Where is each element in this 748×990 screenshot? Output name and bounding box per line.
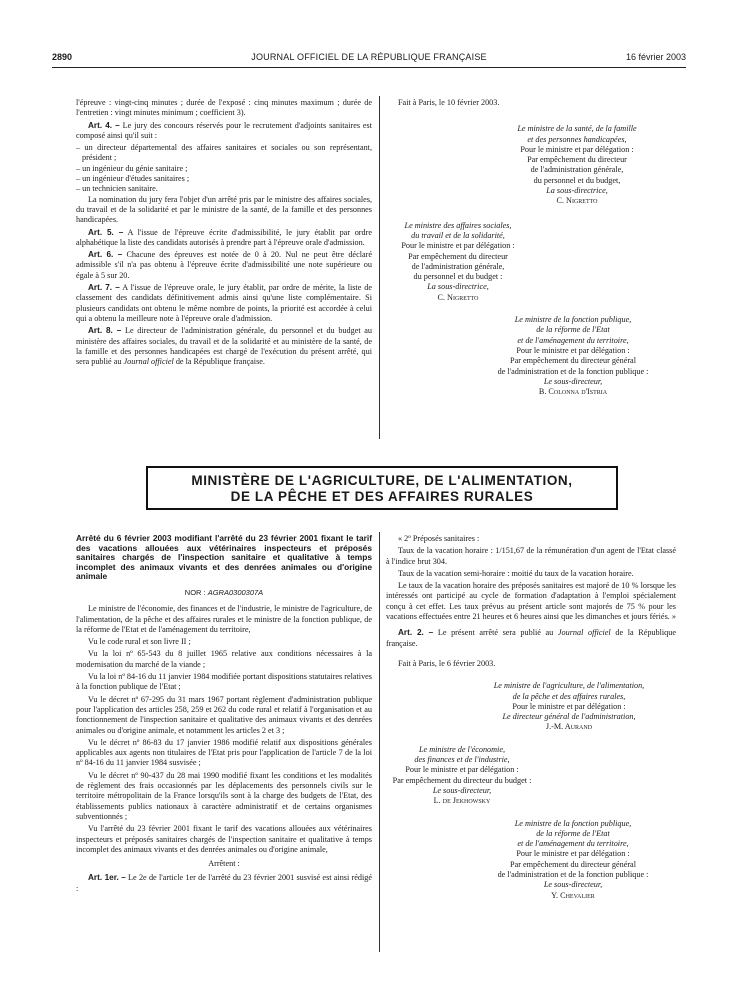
signatory-name: J.-M. Aurand [545, 722, 593, 732]
left-column-bottom [76, 534, 372, 896]
amended-text-paragraph: Taux de la vacation horaire : 1/151,67 de la rémunération d'un agent de l'Etat classé à l'indice brut 304. [386, 546, 676, 566]
signature-block-agriculture: Le ministre de l'agriculture, de l'alimentation, de la pêche et des affaires rurales, Pour le ministre et par délégation : Le directeur général de l'administration, J.-M. Aurand [466, 681, 672, 732]
page-header [52, 52, 686, 66]
signatory-name: C. Nigretto [437, 292, 479, 302]
amended-text-paragraph: Le taux de la vacation horaire des préposés sanitaires est majoré de 10 % lorsque les intéressés ont participé au cycle de formation d'adaptation à l'emploi spécialement conçu à cet effet. Les taux prévus au présent article sont majorés de 75 % pour les vacations effectuées entre 21 heures et 6 heures ainsi que les dimanches et jours fériés. » [386, 581, 676, 622]
left-column-top [76, 98, 372, 369]
preamble-paragraph: Vu l'arrêté du 23 février 2001 fixant le tarif des vacations allouées aux vétérinaires inspecteurs et préposés sanitaires chargés de l'inspection sanitaire et qualitative à temps incomplet des animaux vivants et des denrées animales ou d'origine animale, [76, 824, 372, 854]
signature-block-public-service: Le ministre de la fonction publique, de la réforme de l'Etat et de l'aménagement du territoire, Pour le ministre et par délégation : Par empêchement du directeur général de l'administration et de la fonction publique : Le sous-directeur, B. Colonna d'Istria [470, 315, 676, 397]
arretent: Arrêtent : [208, 859, 240, 869]
column-divider-bottom [379, 532, 380, 952]
signature-block-social: Le ministre des affaires sociales, du travail et de la solidarité, Pour le ministre et par délégation : Par empêchement du directeur de l'administration générale, du personnel et du budget : La sous-directrice, C. Nigretto [368, 221, 548, 303]
article-5: Art. 5. – A l'issue de l'épreuve écrite d'admissibilité, le jury établit par ordre alphabétique la liste des candidats autorisés à prendre part à l'épreuve orale d'admission. [76, 227, 372, 247]
amended-text-paragraph: « 2º Préposés sanitaires : [398, 534, 480, 543]
right-column-top [386, 98, 676, 397]
signature-block-health: Le ministre de la santé, de la famille et des personnes handicapées, Pour le ministre et par délégation : Par empêchement du directeur de l'administration générale, du personnel et du budget, La sous-directrice, C. Nigretto [482, 124, 672, 206]
ministry-heading-line: DE LA PÊCHE ET DES AFFAIRES RURALES [230, 489, 534, 504]
header-rule [52, 67, 686, 68]
issue-date: 16 février 2003 [625, 52, 686, 62]
jury-member-item: – un ingénieur du génie sanitaire ; [76, 163, 188, 173]
preamble-paragraph: Le ministre de l'économie, des finances et de l'industrie, le ministre de l'agriculture, de l'alimentation, de la pêche et des affaires rurales et le ministre de la fonction publique, de la réforme de l'Etat et de l'aménagement du territoire, [76, 604, 372, 634]
preamble-paragraph: Vu le décret nº 67-295 du 31 mars 1967 portant règlement d'administration publique pour l'application des articles 258, 259 et 262 du code rural et relatif à l'organisation et au fonctionnement de l'inspection sanitaire et qualitative des animaux vivants et des denrées animales ou d'origine animale, et notamment les articles 2 et 3 ; [76, 694, 372, 735]
jury-nomination: La nomination du jury fera l'objet d'un arrêté pris par le ministre des affaires sociales, du travail et de la solidarité et par le ministre de la santé, de la famille et des personnes handicapées. [76, 194, 372, 225]
done-at-paris: Fait à Paris, le 10 février 2003. [398, 98, 500, 107]
article-8: Art. 8. – Le directeur de l'administration générale, du personnel et du budget au ministère des affaires sociales, du travail et de la solidarité et au ministère de la santé, de la famille et des personnes handicapées est chargé de l'exécution du présent arrêté, qui sera publié au Journal officiel de la République française. [76, 326, 372, 367]
journal-title: JOURNAL OFFICIEL DE LA RÉPUBLIQUE FRANÇAISE [251, 52, 487, 62]
signature-block-economy: Le ministre de l'économie, des finances et de l'industrie, Pour le ministre et par délégation : Par empêchement du directeur du budget : Le sous-directeur, L. de Jekhowsky [374, 745, 550, 807]
signatory-name: C. Nigretto [556, 196, 598, 206]
preamble-paragraph: Vu le code rural et son livre II ; [88, 637, 191, 647]
preamble-paragraph: Vu la loi nº 65-543 du 8 juillet 1965 relative aux conditions nécessaires à la modernisation du marché de la viande ; [76, 649, 372, 669]
article-1: Art. 1er. – Le 2e de l'article 1er de l'arrêté du 23 février 2001 susvisé est ainsi rédigé : [76, 873, 372, 893]
nor-reference: NOR : AGRA0300307A [184, 587, 264, 597]
jury-member-item: – un directeur départemental des affaires sanitaires et sociales ou son représentant, président ; [76, 143, 372, 163]
signatory-name: L. de Jekhowsky [433, 796, 491, 806]
article-7: Art. 7. – A l'issue de l'épreuve orale, le jury établit, par ordre de mérite, la liste de classement des candidats définitivement admis ainsi qu'une liste complémentaire. Si plusieurs candidats ont obtenu le même nombre de points, la priorité est accordée à celui qui a obtenu la meilleure note à l'épreuve orale d'admission. [76, 283, 372, 323]
preamble-paragraph: Vu le décret nº 90-437 du 28 mai 1990 modifié fixant les conditions et les modalités de règlement des frais occasionnés par les déplacements des personnels civils sur le territoire métropolitain de la France lorsqu'ils sont à la charge des budgets de l'Etat, des établissements publics nationaux à caractère administratif et de certains organismes subventionnés ; [76, 770, 372, 821]
article-4: Art. 4. – Le jury des concours réservés pour le recrutement d'adjoints sanitaires est composé ainsi qu'il suit : [76, 120, 372, 140]
ministry-heading-line: MINISTÈRE DE L'AGRICULTURE, DE L'ALIMENTATION, [191, 473, 573, 488]
amended-text-paragraph: Taux de la vacation semi-horaire : moitié du taux de la vacation horaire. [398, 568, 634, 578]
article-6: Art. 6. – Chacune des épreuves est notée de 0 à 20. Nul ne peut être déclaré admissible s'il n'a pas obtenu à l'épreuve écrite d'admissibilité une note supérieure ou égale à 5 sur 20. [76, 250, 372, 280]
article-2: Art. 2. – Le présent arrêté sera publié au Journal officiel de la République française. [386, 628, 676, 648]
jury-member-item: – un ingénieur d'études sanitaires ; [76, 174, 190, 184]
preamble-paragraph: Vu le décret nº 86-83 du 17 janvier 1986 modifié relatif aux dispositions générales applicables aux agents non titulaires de l'Etat pris pour l'application de l'article 7 de la loi nº 84-16 du 11 janvier 1984 susvisée ; [76, 737, 372, 768]
jury-member-item: – un technicien sanitaire. [76, 184, 158, 194]
right-column-bottom [386, 534, 676, 901]
page-number: 2890 [52, 52, 73, 62]
signatory-name: Y. Chevalier [551, 890, 595, 900]
decree-title: Arrêté du 6 février 2003 modifiant l'arrêté du 23 février 2001 fixant le tarif des vacations allouées aux vétérinaires inspecteurs et préposés sanitaires chargés de l'inspection sanitaire et qualitative à temps incomplet des animaux vivants et des denrées animales ou d'origine animale [76, 533, 372, 582]
ministry-heading-box [146, 466, 618, 510]
preamble-paragraph: Vu la loi nº 84-16 du 11 janvier 1984 modifiée portant dispositions statutaires relatives à la fonction publique de l'Etat ; [76, 672, 372, 692]
signature-block-public-service-2: Le ministre de la fonction publique, de la réforme de l'Etat et de l'aménagement du territoire, Pour le ministre et par délégation : Par empêchement du directeur général de l'administration et de la fonction publique : Le sous-directeur, Y. Chevalier [470, 819, 676, 901]
exam-intro: l'épreuve : vingt-cinq minutes ; durée de l'exposé : cinq minutes maximum ; durée de l'entretien : vingt minutes minimum ; coefficient 3). [76, 98, 372, 118]
signatory-name: B. Colonna d'Istria [538, 387, 608, 397]
done-at-paris: Fait à Paris, le 6 février 2003. [398, 658, 496, 668]
